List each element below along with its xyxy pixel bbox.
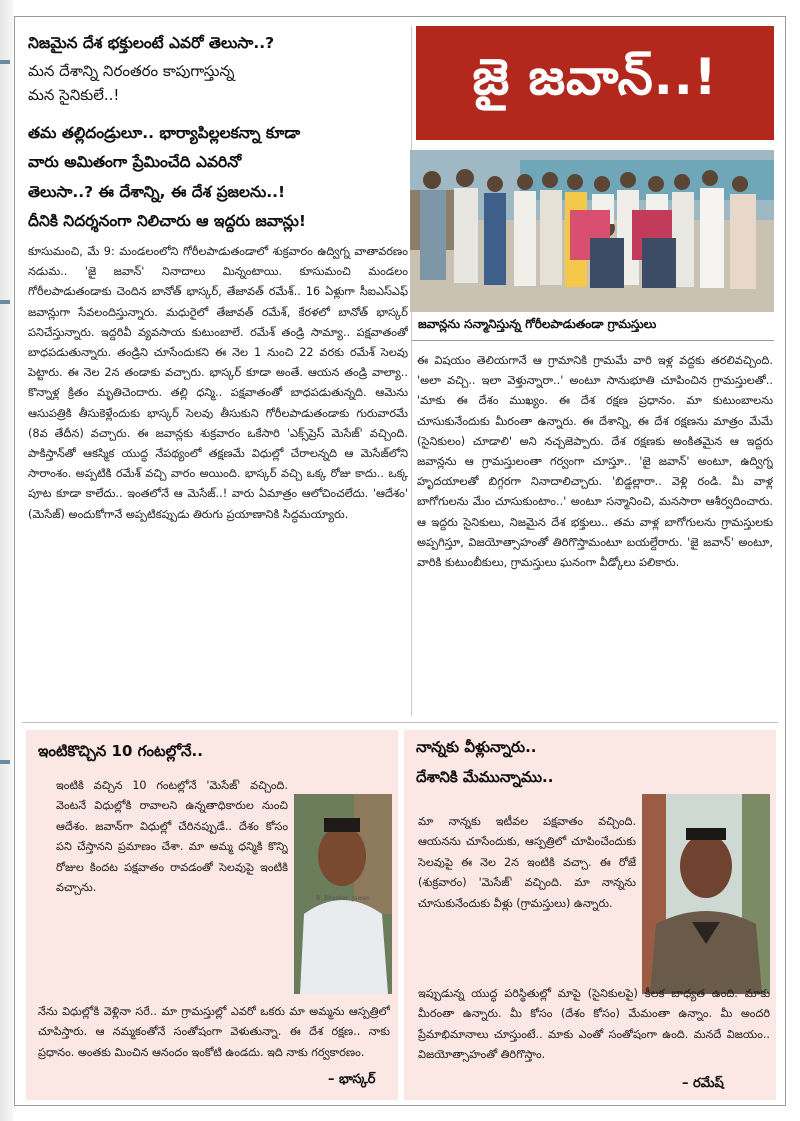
bhaskar-portrait [294,794,392,994]
ramesh-box-title-2: దేశానికి మేమున్నాము.. [416,768,554,786]
ramesh-portrait [642,794,770,994]
bhaskar-signature: – భాస్కర్ [328,1072,376,1087]
headline-line-2: మన దేశాన్ని నిరంతరం కాపుగాస్తున్న [28,62,235,80]
group-photo-illustration [410,150,774,312]
bhaskar-box-title: ఇంటికొచ్చిన 10 గంటల్లోనే.. [38,742,203,760]
bhaskar-quote-text-upper: ఇంటికి వచ్చిన 10 గంటల్లోనే 'మెసేజ్' వచ్చింది. వెంటనే విధుల్లోకి రావాలని ఉన్నతాధికారుల నుంచి ఆదేశం. జవాన్‌గా విధుల్లో చేరినప్పుడే.. దేశం కోసం పని చేస్తానని ప్రమాణం చేశా. మా అమ్మ ధన్మికి కొన్ని రోజుల కిందట పక్షవాతం రావడంతో సెలవుపై ఇంటికి వచ్చాను. [56,779,288,895]
headline-line-3: మన సైనికులే..! [28,86,120,104]
article-body-left: కూసుమంచి, మే 9: మండలంలోని గోరీలపాడుతండాలో శుక్రవారం ఉద్విగ్న వాతావరణం నడుమ.. 'జై జవాన్' నినాదాలు మిన్నంటాయి. కూసుమంచి మండలం గోరీలపాడుతండాకు చెందిన బానోత్ భాస్కర్, తేజావత్ రమేశ్.. 16 ఏళ్లుగా సీఐఎస్ఎఫ్ జవాన్లుగా సేవలందిస్తున్నారు. మధురైలో తేజావత్ రమేశ్, కేరళలో బానోత్ భాస్కర్ పనిచేస్తున్నారు. ఇద్దరివీ వ్యవసాయ కుటుంబాలే. రమేశ్ తండ్రి సామ్యా.. పక్షవాతంతో బాధపడుతున్నారు. తండ్రిని చూసేందుకని ఈ నెల 1 నుంచి 22 వరకు రమేశ్ సెలవు పెట్టారు. ఈ నెల 2న తండాకు వచ్చారు. భాస్కర్ కూడా అంతే. ఆయన తండ్రి వాల్యా.. కొన్నాళ్ల క్రితం మృతిచెందారు. తల్లి ధన్మి.. పక్షవాతంతో బాధపడుతున్నది. ఆమెను ఆసుపత్రికి తీసుకెళ్లేందుకు భాస్కర్ సెలవు తీసుకుని గోరీలపాడుతండాకు గురువారమే (8వ తేదీన) వచ్చారు. ఈ జవాన్లకు శుక్రవారం ఒకేసారి 'ఎక్స్‌ప్రెస్ మెసేజ్' వచ్చింది. పాకిస్తాన్‌తో ఆకస్మిక యుద్ధ నేపథ్యంలో తక్షణమే విధుల్లో చేరాలన్నది ఆ మెసేజ్‌లోని సారాంశం. అప్పటికి రమేశ్ వచ్చి వారం అయింది. భాస్కర్ వచ్చి ఒక్క రోజు కాదు.. ఒక్క పూట కూడా కాలేదు.. ఇంతలోనే ఆ మెసేజ్..! వారు ఏమాత్రం ఆలోచించలేదు. 'ఆదేశం' (మెసేజ్) అందుకోగానే అప్పటికప్పుడు తిరుగు ప్రయాణానికి సిద్ధమయ్యారు. [28,245,408,521]
article-body-right: ఈ విషయం తెలియగానే ఆ గ్రామానికి గ్రామమే వారి ఇళ్ల వద్దకు తరలివచ్చింది. 'అలా వచ్చి.. ఇలా వెళ్తున్నారా..' అంటూ సానుభూతి చూపించిన గ్రామస్తులతో.. 'మాకు ఈ దేశం ముఖ్యం. ఈ దేశ రక్షణ ప్రధానం. మా కుటుంబాలను చూసుకునేందుకు మీరంతా ఉన్నారు. ఈ దేశాన్ని, ఈ దేశ రక్షణను మాత్రం మేమే (సైనికులం) చూడాలి' అని నచ్చజెప్పారు. దేశ రక్షణకు అంకితమైన ఆ ఇద్దరు జవాన్లను ఆ గ్రామస్తులంతా గర్వంగా చూస్తూ.. 'జై జవాన్' అంటూ, ఉద్విగ్న హృదయాలతో బిగ్గరగా నినాదాలిచ్చారు. 'బిడ్డల్లారా.. వెళ్లి రండి. మీ వాళ్ల బాగోగులను మేం చూసుకుంటాం..' అంటూ సన్మానించి, మనసారా ఆశీర్వదించారు. ఆ ఇద్దరు సైనికులు, నిజమైన దేశ భక్తులు.. తమ వాళ్ల బాగోగులను గ్రామస్తులకు అప్పగిస్తూ, విజయోత్సాహంతో తిరిగొస్తామంటూ బయల్దేరారు. 'జై జవాన్' అంటూ, వారికి కుటుంబీకులు, గ్రామస్తులు ఘనంగా వీడ్కోలు పలికారు. [417,354,773,570]
banner-title: జై జవాన్..! [472,47,718,106]
headline-line-1: నిజమైన దేశ భక్తులంటే ఎవరో తెలుసా..? [28,34,275,52]
page-edge-strip [0,0,13,1121]
ramesh-quote-text-lower: ఇప్పుడున్న యుద్ధ పరిస్థితుల్లో మాపై (సైనికులపై) కీలక బాధ్యత ఉంది. మాకు మీరంతా ఉన్నారు. మీ కోసం (దేశం కోసం) మేమంతా ఉన్నాం. మీ అందరి ప్రేమాభిమానాలు చూస్తుంటే.. మాకు ఎంతో సంతోషంగా ఉంది. మనదే విజయం.. విజయోత్సాహంతో తిరిగొస్తాం. [418,987,770,1062]
headline-line-6: తెలుసా..? ఈ దేశాన్ని, ఈ దేశ ప్రజలను..! [28,183,286,201]
ramesh-quote-text-upper: మా నాన్నకు ఇటీవల పక్షవాతం వచ్చింది. ఆయనను చూసేందుకు, ఆస్పత్రిలో చూపించేందుకు సెలవుపై ఈ నెల 2న ఇంటికి వచ్చా. ఈ రోజే (శుక్రవారం) 'మెసేజ్' వచ్చింది. మా నాన్నను చూసుకునేందుకు వీళ్లు (గ్రామస్తులు) ఉన్నారు. [418,815,636,910]
photo-caption: జవాన్లను సన్మానిస్తున్న గోరీలపాడుతండా గ్రామస్తులు [418,317,657,331]
ramesh-portrait-illustration [642,794,770,994]
caption-divider [412,340,774,341]
jai-jawan-banner [416,26,774,140]
ramesh-signature: – రమేష్ [682,1076,724,1091]
ramesh-box-title-1: నాన్నకు వీళ్లున్నారు.. [416,738,537,756]
bhaskar-portrait-illustration [294,794,392,994]
headline-line-4: తమ తల్లిదండ్రులూ.. భార్యాపిల్లలకన్నా కూడా [28,124,301,142]
bhaskar-portrait-label: B. Bhaskar, Jawan [316,895,370,902]
headline-line-5: వారు అమితంగా ప్రేమించేది ఎవరినో [28,153,242,171]
bhaskar-quote-text-lower: నేను విధుల్లోకి వెళ్లినా సరే.. మా గ్రామస్తుల్లో ఎవరో ఒకరు మా అమ్మను ఆస్పత్రిలో చూపిస్తారు. ఆ నమ్మకంతోనే సంతోషంగా వెళుతున్నా. ఈ దేశ రక్షణ.. నాకు ప్రధానం. అంతకు మించిన ఆనందం ఇంకోటి ఉండదు. ఇది నాకు గర్వకారణం. [38,1005,390,1059]
bhaskar-quote-box [26,730,398,1100]
headline-line-7: దీనికి నిదర్శనంగా నిలిచారు ఆ ఇద్దరు జవాన్లు! [28,212,306,230]
felicitation-group-photo [410,150,774,312]
section-divider [22,722,778,723]
column-divider [411,26,412,716]
ramesh-quote-box [404,730,776,1100]
